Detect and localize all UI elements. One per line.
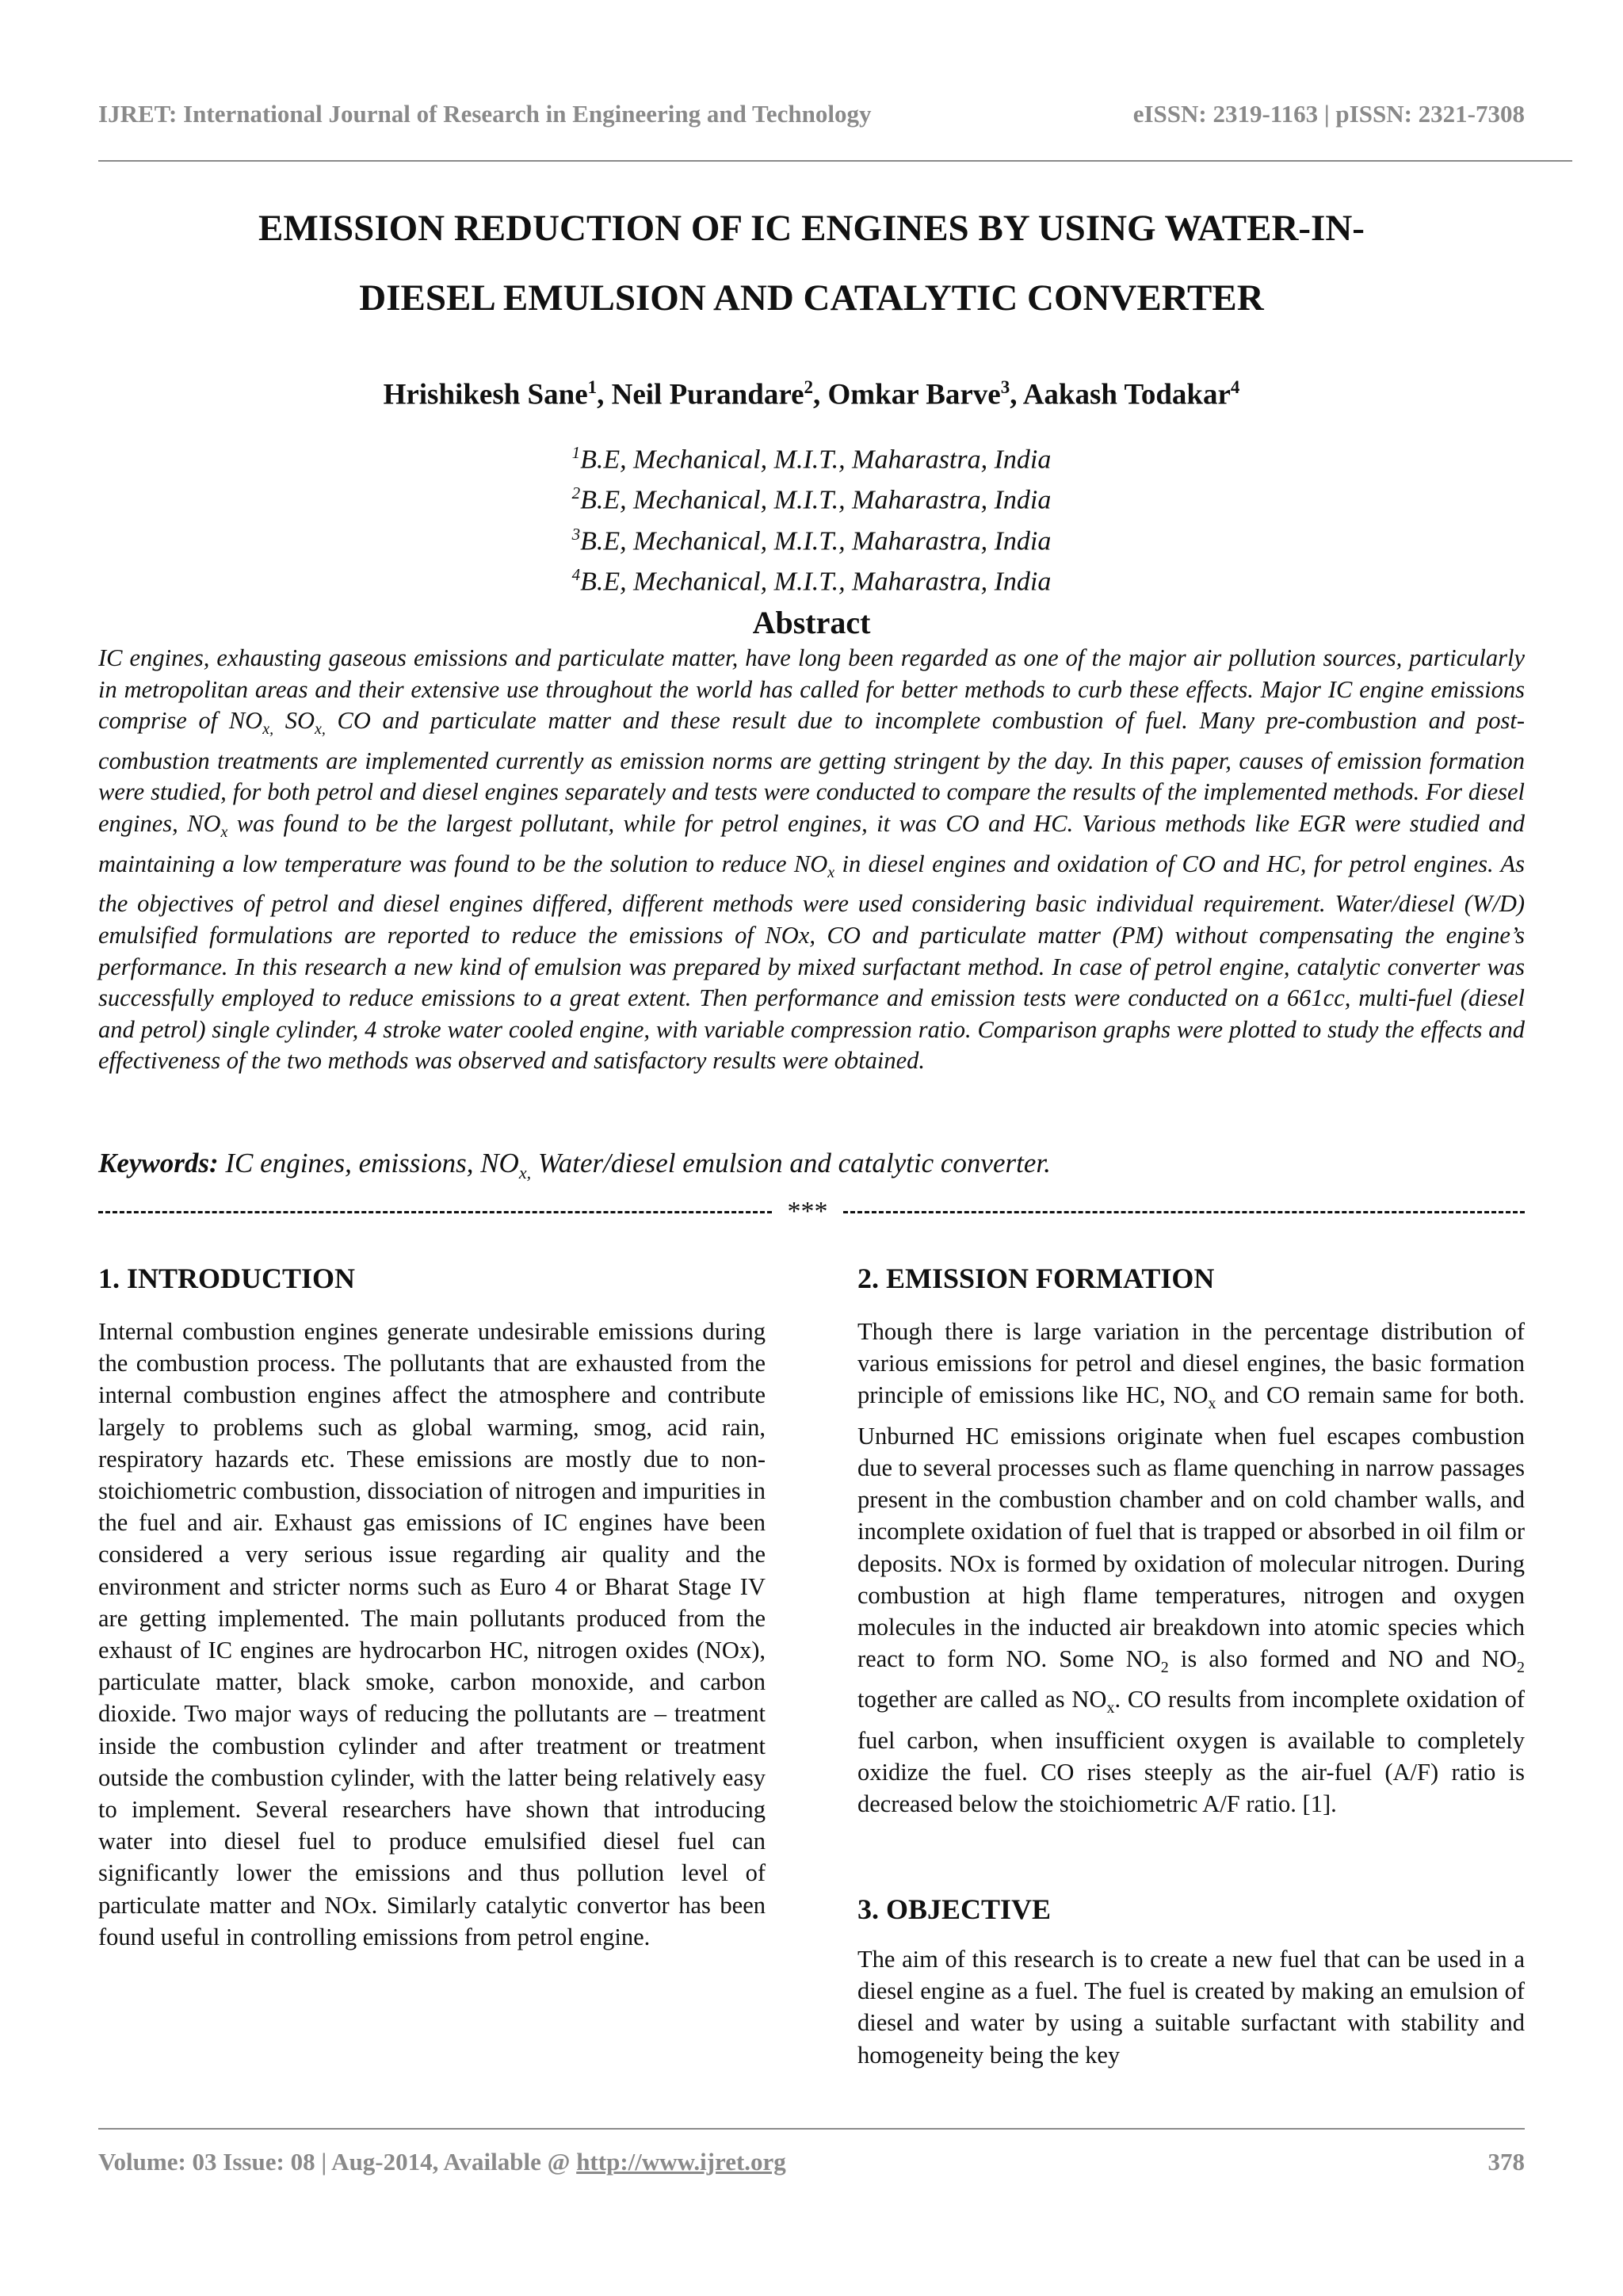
separator-dash-right	[843, 1211, 1525, 1213]
abstract-text: was found to be the largest pollutant, while for petrol engines, it was CO and HC. Various methods like EGR were studied and maintaining a low temperature was found to be the solution to reduce NO	[98, 810, 1525, 877]
keywords-line	[98, 1148, 1525, 1183]
abstract-text: CO and particulate matter and these result due to incomplete combustion of fuel. Many pre-combustion and post-combustion treatments are implemented currently as emission norms are getting stringent by the day. In this paper, causes of emission formation were studied, for both petrol and diesel engines separately and tests were conducted to compare the results of the implemented methods. For diesel engines, NO	[98, 707, 1525, 838]
section-heading-objective: 3. OBJECTIVE	[857, 1893, 1052, 1925]
emission-sub: x	[1208, 1395, 1216, 1413]
author-sup: 2	[804, 377, 814, 397]
emission-text: and CO remain same for both. Unburned HC emissions originate when fuel escapes combustion due to several processes such as flame quenching in narrow passages present in the combustion chamber and on cold chamber walls, and incomplete oxidation of fuel that is trapped or absorbed in oil film or deposits. NOx is formed by oxidation of molecular nitrogen. During combustion at high flame temperatures, nitrogen and oxygen molecules in the inducted air breakdown into atomic species which react to form NO. Some NO	[857, 1381, 1525, 1673]
author-name: Aakash Todakar	[1022, 378, 1231, 411]
keywords-sub: x,	[518, 1163, 532, 1182]
affiliations	[0, 436, 1623, 598]
affiliation-text: B.E, Mechanical, M.I.T., Maharastra, India	[580, 525, 1052, 556]
affiliation	[0, 518, 1623, 558]
separator-dash-left	[98, 1211, 772, 1213]
abstract-text: in diesel engines and oxidation of CO and HC, for petrol engines. As the objectives of petrol and diesel engines differed, different methods were used considering basic individual requirement. Water/diesel (W/D) emulsified formulations are reported to reduce the emissions of NOx, CO and particulate matter (PM) without compensating the engine’s performance. In this research a new kind of emulsion was prepared by mixed surfactant method. In case of petrol engine, catalytic converter was successfully employed to reduce emissions to a great extent. Then performance and emission tests were conducted on a 661cc, multi-fuel (diesel and petrol) single cylinder, 4 stroke water cooled engine, with variable compression ratio. Comparison graphs were plotted to study the effects and effectiveness of the two methods was observed and satisfactory results were obtained.	[98, 850, 1526, 1075]
title-line-2: DIESEL EMULSION AND CATALYTIC CONVERTER	[359, 277, 1264, 319]
affiliation-sup: 3	[571, 524, 581, 544]
affiliation-text: B.E, Mechanical, M.I.T., Maharastra, India	[580, 567, 1052, 597]
author-sup: 4	[1230, 377, 1240, 397]
emission-sub: x	[1106, 1699, 1115, 1717]
emission-text: together are called as NO	[857, 1686, 1107, 1713]
running-header	[98, 100, 1525, 135]
author-sep: ,	[1010, 378, 1023, 411]
footer-volume-info	[98, 2148, 786, 2176]
journal-name: IJRET: International Journal of Research in Engineering and Technology	[98, 100, 872, 128]
author-name: Hrishikesh Sane	[383, 378, 588, 411]
emission-text: is also formed and NO and NO	[1168, 1645, 1517, 1673]
abstract-body	[98, 643, 1525, 1077]
page-number: 378	[1487, 2148, 1525, 2176]
author-sup: 1	[587, 377, 598, 397]
section-heading-introduction: 1. INTRODUCTION	[98, 1263, 356, 1294]
affiliation-sup: 1	[571, 443, 581, 462]
affiliation-sup: 2	[571, 483, 581, 503]
section-heading-emission-formation: 2. EMISSION FORMATION	[857, 1263, 1215, 1294]
keywords-text: IC engines, emissions, NO	[218, 1148, 519, 1179]
keywords-text: Water/diesel emulsion and catalytic converter.	[531, 1148, 1051, 1179]
affiliation-text: B.E, Mechanical, M.I.T., Maharastra, India	[580, 485, 1052, 515]
affiliation-text: B.E, Mechanical, M.I.T., Maharastra, India	[580, 445, 1052, 475]
keywords-label: Keywords:	[98, 1148, 219, 1179]
abstract-heading: Abstract	[752, 605, 871, 640]
journal-link[interactable]: http://www.ijret.org	[576, 2148, 786, 2176]
section-text-emission-formation	[857, 1316, 1525, 1820]
emission-sub: 2	[1160, 1659, 1169, 1677]
affiliation	[0, 558, 1623, 598]
section-text-introduction: Internal combustion engines generate undesirable emissions during the combustion process. The pollutants that are exhausted from the internal combustion engines affect the atmosphere and contribute largely to problems such as global warming, smog, acid rain, respiratory hazards etc. These emissions are mostly due to non-stoichiometric combustion, dissociation of nitrogen and impurities in the fuel and air. Exhaust gas emissions of IC engines have been considered a very serious issue regarding air quality and the environment and stricter norms such as Euro 4 or Bharat Stage IV are getting implemented. The main pollutants produced from the exhaust of IC engines are hydrocarbon HC, nitrogen oxides (NOx), particulate matter, black smoke, carbon monoxide, and carbon dioxide. Two major ways of reducing the pollutants are – treatment inside the combustion cylinder and after treatment or treatment outside the combustion cylinder, with the latter being relatively easy to implement. Several researchers have shown that introducing water into diesel fuel to produce emulsified diesel fuel can significantly lower the emissions and thus pollution level of particulate matter and NOx. Similarly catalytic convertor has been found useful in controlling emissions from petrol engine.	[98, 1318, 766, 1950]
footer-volume-text: Volume: 03 Issue: 08 | Aug-2014, Available @	[98, 2148, 577, 2176]
section-separator	[98, 1197, 1525, 1228]
affiliation-sup: 4	[571, 564, 581, 584]
author-list	[0, 377, 1623, 411]
running-footer	[98, 2148, 1525, 2183]
abstract-sub: x,	[262, 720, 274, 739]
title-line-1: EMISSION REDUCTION OF IC ENGINES BY USING WATER-IN-	[258, 208, 1365, 249]
paper-title	[103, 193, 1520, 333]
emission-text: . CO results from incomplete oxidation of fuel carbon, when insufficient oxygen is available to completely oxidize the fuel. CO rises steeply as the air-fuel (A/F) ratio is decreased below the stoichiometric A/F ratio. [1].	[857, 1686, 1525, 1818]
affiliation	[0, 436, 1623, 476]
issn-info: eISSN: 2319-1163 | pISSN: 2321-7308	[1132, 100, 1525, 128]
footer-rule	[98, 2128, 1525, 2130]
author-name: Omkar Barve	[827, 378, 1001, 411]
header-rule	[98, 160, 1572, 162]
emission-text: Though there is large variation in the percentage distribution of various emissions for petrol and diesel engines, the basic formation principle of emissions like HC, NO	[857, 1318, 1525, 1409]
section-text-objective: The aim of this research is to create a new fuel that can be used in a diesel engine as a fuel. The fuel is created by making an emulsion of diesel and water by using a suitable surfactant with stability and homogeneity being the key	[857, 1946, 1525, 2069]
abstract-sub: x	[827, 863, 835, 881]
emission-sub: 2	[1517, 1659, 1525, 1677]
author-name: Neil Purandare	[611, 378, 804, 411]
author-sup: 3	[1000, 377, 1010, 397]
abstract-text: IC engines, exhausting gaseous emissions and particulate matter, have long been regarded as one of the major air pollution sources, particularly in metropolitan areas and their extensive use throughout the world has called for better methods to curb these effects. Major IC engine emissions comprise of NO	[98, 644, 1525, 735]
author-sep: ,	[813, 378, 828, 411]
affiliation	[0, 476, 1623, 517]
abstract-text: SO	[273, 707, 315, 735]
abstract-sub: x,	[315, 720, 326, 739]
author-sep: ,	[597, 378, 612, 411]
separator-stars: ***	[787, 1197, 828, 1226]
abstract-sub: x	[220, 823, 228, 842]
abstract-paragraph	[98, 643, 1525, 1077]
